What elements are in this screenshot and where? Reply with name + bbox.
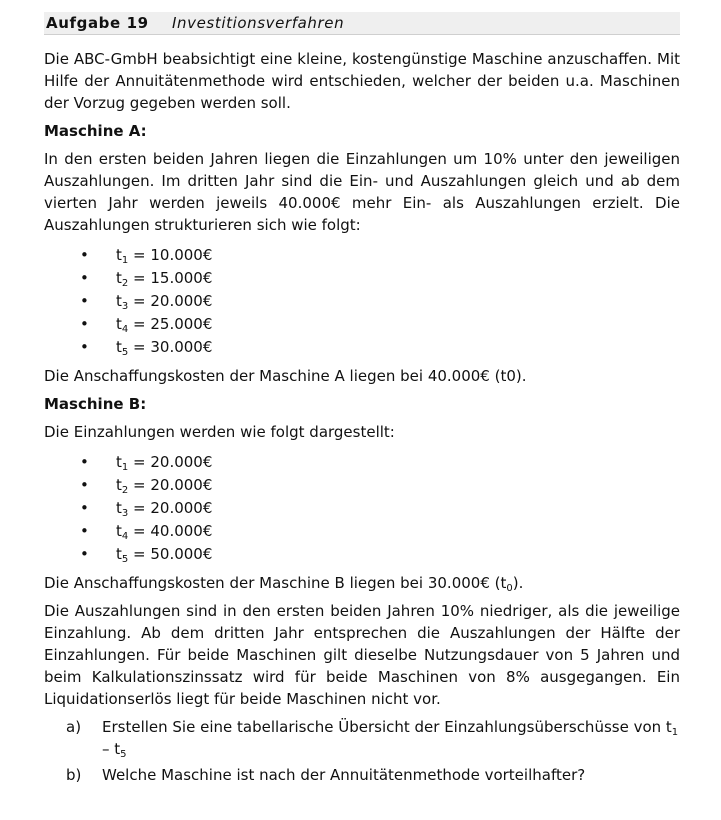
machine-b-description: Die Einzahlungen werden wie folgt dargestellt: <box>44 423 395 441</box>
bullet-icon: • <box>80 315 89 333</box>
bullet-icon: • <box>80 453 89 471</box>
list-item: • $t_1$ = 10.000€ <box>80 246 213 266</box>
list-item: • $t_2$ = 20.000€ <box>80 476 213 496</box>
machine-a-payments-list <box>44 244 680 359</box>
bullet-icon: • <box>80 545 89 563</box>
intro-paragraph: Die ABC-GmbH beabsichtigt eine kleine, kostengünstige Maschine anzuschaffen. Mit Hilfe der Annuitätenmethode wird entschieden, welcher der beiden u.a. Maschinen der Vorzug gegeben werden soll. <box>44 50 680 112</box>
task-header <box>44 12 680 35</box>
machine-a-heading: Maschine A: <box>44 122 147 140</box>
task-number: Aufgabe 19 <box>46 14 149 32</box>
task-content <box>44 48 680 786</box>
machine-a-cost: Die Anschaffungskosten der Maschine A liegen bei 40.000€ (t0). <box>44 367 527 385</box>
list-item: • $t_3$ = 20.000€ <box>80 499 213 519</box>
task-topic: Investitionsverfahren <box>172 14 345 32</box>
bullet-icon: • <box>80 338 89 356</box>
bullet-icon: • <box>80 269 89 287</box>
list-item: • $t_1$ = 20.000€ <box>80 453 213 473</box>
document-page <box>44 12 680 790</box>
bullet-icon: • <box>80 246 89 264</box>
closing-paragraph: Die Auszahlungen sind in den ersten beiden Jahren 10% niedriger, als die jeweilige Einzahlung. Ab dem dritten Jahr entsprechen die Auszahlungen der Hälfte der Einzahlungen. Für beide Maschinen gilt dieselbe Nutzungsdauer von 5 Jahren und beim Kalkulationszinssatz wird für beide Maschinen von 8% ausgegangen. Ein Liquidationserlös liegt für beide Maschinen nicht vor. <box>44 602 680 708</box>
machine-b-payments-list <box>44 451 680 566</box>
machine-b-heading: Maschine B: <box>44 395 147 413</box>
list-item: • $t_4$ = 25.000€ <box>80 315 213 335</box>
machine-b-cost: Die Anschaffungskosten der Maschine B liegen bei 30.000€ $(t_0)$. <box>44 574 524 594</box>
bullet-icon: • <box>80 499 89 517</box>
task-item-a: a) Erstellen Sie eine tabellarische Übersicht der Einzahlungsüberschüsse von $t_1 - t_5$ <box>66 718 679 760</box>
list-item: • $t_5$ = 50.000€ <box>80 545 213 565</box>
list-item: • $t_3$ = 20.000€ <box>80 292 213 312</box>
task-list <box>44 716 680 786</box>
bullet-icon: • <box>80 476 89 494</box>
task-letter-a: a) <box>66 718 82 736</box>
task-item-b: b) Welche Maschine ist nach der Annuitätenmethode vorteilhafter? <box>66 766 586 784</box>
bullet-icon: • <box>80 522 89 540</box>
list-item: • $t_5$ = 30.000€ <box>80 338 213 358</box>
list-item: • $t_2$ = 15.000€ <box>80 269 213 289</box>
machine-a-description: In den ersten beiden Jahren liegen die Einzahlungen um 10% unter den jeweiligen Auszahlungen. Im dritten Jahr sind die Ein- und Auszahlungen gleich und ab dem vierten Jahr werden jeweils 40.000€ mehr Ein- als Auszahlungen erzielt. Die Auszahlungen strukturieren sich wie folgt: <box>44 150 680 234</box>
bullet-icon: • <box>80 292 89 310</box>
task-letter-b: b) <box>66 766 82 784</box>
list-item: • $t_4$ = 40.000€ <box>80 522 213 542</box>
